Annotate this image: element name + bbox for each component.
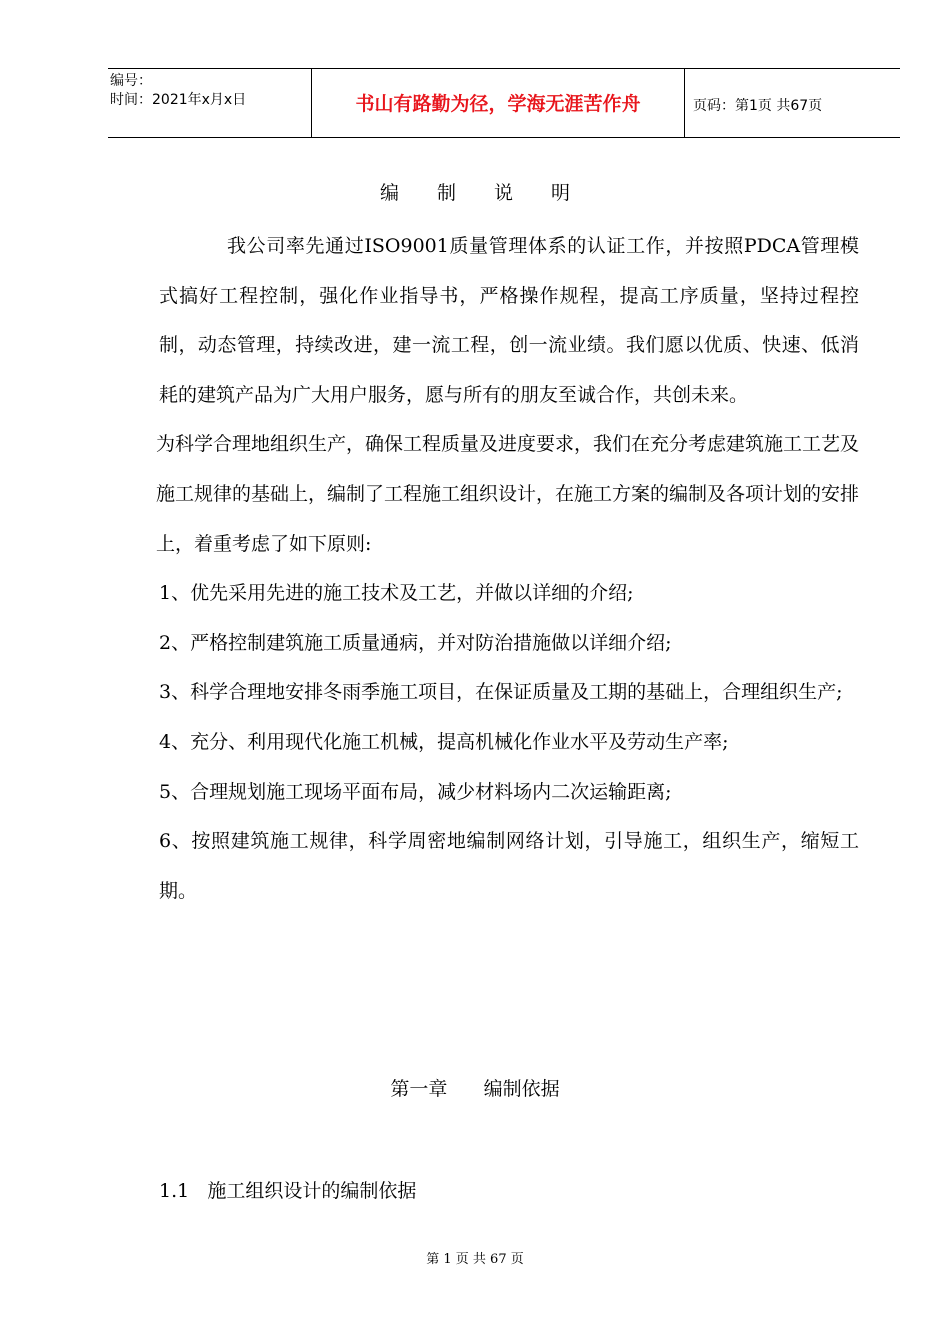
principle-item-6: 6、按照建筑施工规律，科学周密地编制网络计划，引导施工，组织生产，缩短工期。 [159, 830, 859, 902]
principle-item-3: 3、科学合理地安排冬雨季施工项目，在保证质量及工期的基础上，合理组织生产; [159, 681, 843, 704]
document-body [156, 222, 860, 916]
principle-item-5: 5、合理规划施工现场平面布局，减少材料场内二次运输距离; [159, 780, 672, 803]
document-time-label: 时间：2021年x月x日 [110, 92, 247, 108]
principle-item-1: 1、优先采用先进的施工技术及工艺，并做以详细的介绍; [159, 582, 634, 605]
header-meta [110, 72, 246, 110]
page-header [108, 68, 900, 138]
intro-paragraph: 我公司率先通过ISO9001质量管理体系的认证工作，并按照PDCA管理模式搞好工程控制，强化作业指导书，严格操作规程，提高工序质量，坚持过程控制，动态管理，持续改进，建一流工程，创一流业绩。我们愿以优质、快速、低消耗的建筑产品为广大用户服务，愿与所有的朋友至诚合作，共创未来。 [159, 235, 859, 406]
chapter-heading: 第一章 编制依据 [390, 1078, 560, 1100]
header-page-code: 页码：第1页 共67页 [693, 98, 823, 114]
document-number-label: 编号： [110, 73, 152, 89]
principle-item-4: 4、充分、利用现代化施工机械，提高机械化作业水平及劳动生产率; [159, 730, 729, 753]
principles-intro-paragraph: 为科学合理地组织生产，确保工程质量及进度要求，我们在充分考虑建筑施工工艺及施工规律的基础上，编制了工程施工组织设计，在施工方案的编制及各项计划的安排上，着重考虑了如下原则: [156, 433, 860, 555]
document-title: 编 制 说 明 [379, 182, 587, 204]
section-heading: 1.1 施工组织设计的编制依据 [159, 1180, 417, 1202]
page-footer: 第 1 页 共 67 页 [426, 1252, 524, 1267]
principle-item-2: 2、严格控制建筑施工质量通病，并对防治措施做以详细介绍; [159, 631, 672, 654]
header-motto: 书山有路勤为径，学海无涯苦作舟 [311, 68, 685, 137]
